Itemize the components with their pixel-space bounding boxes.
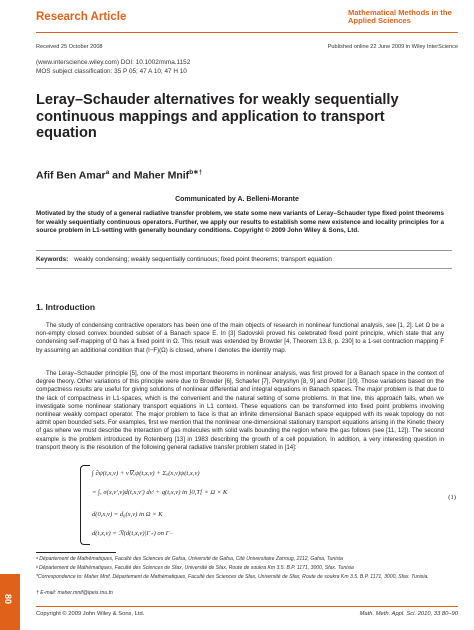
equation-line-3: d(0,x,v) = d₀(x,v) in Ω × K (92, 511, 163, 518)
footer-citation: Math. Meth. Appl. Sci. 2010, 33 80–90 (359, 611, 458, 617)
equation-line-4: d(t,x,v) = ℛ(d(t,x,v)|Γ₊) on Γ₋ (92, 530, 173, 537)
equation-line-2: = ∫ᵥ σ(x,v′,v)d(t,x,v′) dv′ + q(t,x,v) in ]0,T[ × Ω × K (92, 489, 228, 496)
article-type-label: Research Article (36, 11, 127, 23)
author-2: Maher Mnif (133, 169, 190, 182)
page-number: 80 (3, 593, 14, 605)
intro-paragraph-2: The Leray–Schauder principle [5], one of the most important theorems in nonlinear analysis, was first proved for a Banach space in the context of degree theory. Other variations of this principle were due to Browder [6], Schaefer [7], Petryshyn [8, 9] and Potter [10]. Those variations based on the compactness results are useful for giving solutions of nonlinear differential and integral equations in Banach spaces. The major problem is that due to the lack of compactness in L1-spaces, which is the convenient and the natural setting of some problems. In that line, this approach fails, when we investigate some nonlinear stationary transport equations in L1 context. These equations can be transformed into fixed point problems involving nonlinear weakly compact operator. The major problem to face is that an infinite dimensional Banach space equipped with its weak topology do not admit open bounded sets. For examples, first we mention that the nonlinear one-dimensional stationary transport equations arising in the Kinetic theory of gas where we must describe the interaction of gas molecules with solid walls bounding the region where the gas follows (see [11, 12]). The second example is the problem introduced by Rotenberg [13] in 1983 describing the growth of a cell population. In addition, a very interesting question in transport theory is the resolution of the following general radiative transfer problem stated in [14]: (36, 370, 444, 451)
footer-rule (36, 606, 458, 607)
keywords-text: weakly condensing; weakly sequentially continuous; fixed point theorems; transport equation (74, 256, 332, 263)
footnote-affiliation-a: ᵃ Département de Mathématiques, Faculté des Sciences de Gafsa, Université de Gafsa, Cité Universitaire Zarroug, 2112, Gafsa, Tunisia (36, 556, 343, 562)
equation-number: (1) (448, 494, 456, 501)
journal-name: Mathematical Methods in the Applied Sciences (348, 8, 452, 26)
header-rule (36, 32, 458, 33)
published-date: Published online 22 June 2009 in Wiley InterScience (327, 44, 458, 50)
doi-line[interactable]: (www.interscience.wiley.com) DOI: 10.1002/mma.1152 (36, 59, 191, 66)
footnote-affiliation-b: ᵇ Département de Mathématiques, Faculté des Sciences de Sfax, Université de Sfax, Route de soukra Km 3.5. B.P. 1171, 3000, Sfax. Tunisia (36, 565, 354, 571)
author-1: Afif Ben Amar (36, 169, 106, 182)
footnote-correspondence: *Correspondence to: Maher Mnif, Département de Mathématiques, Faculté des Sciences de Sfax, Université de Sfax, Route de soukra Km 3.5. B.P. 1171, 3000, Sfax. Tunisia. (36, 574, 429, 580)
footnote-email[interactable]: † E-mail: maher.mnif@ipeis.rnu.tn (36, 590, 113, 596)
author-separator: and (109, 169, 134, 182)
keywords-rule-bottom (36, 268, 452, 269)
footnote-rule (36, 552, 116, 553)
author-line (36, 168, 202, 182)
received-date: Received 25 October 2008 (36, 44, 103, 50)
author-1-affiliation: a (105, 169, 110, 176)
keywords-rule-top (36, 250, 452, 251)
abstract-text: Motivated by the study of a general radiative transfer problem, we state some new variants of Leray–Schauder type fixed point theorems for weakly sequentially continuous operators. Further, we apply our results to establish some new existence and locality principles for a source problem in L1-setting with generally boundary conditions. Copyright © 2009 John Wiley & Sons, Ltd. (36, 210, 445, 235)
page-number-tab (0, 574, 20, 630)
equation-brace (80, 465, 90, 545)
equation-block (80, 465, 410, 545)
keywords-label: Keywords: (36, 256, 69, 263)
communicated-by: Communicated by A. Belleni-Morante (175, 196, 299, 203)
footer-copyright: Copyright © 2009 John Wiley & Sons, Ltd. (36, 611, 145, 617)
article-title: Leray–Schauder alternatives for weakly sequentially continuous mappings and application to transport equation (36, 92, 399, 142)
msc-line: MOS subject classification: 35 P 05; 47 A 10; 47 H 10 (36, 68, 187, 75)
intro-paragraph-1: The study of condensing contractive operators has been one of the main objects of research in nonlinear functional analysis, see [1, 2]. Let Ω be a non-empty closed convex bounded subset of a Banach space E. In [3] Sadovskii proved his celebrated fixed point principle, which state that any condensing self-mapping of Ω has a fixed point in Ω. This result was extended by Browder [4, Theorem 13.8, p. 230] to a 1-set contraction mapping F by assuming an additional condition that (I−F)(Ω) is closed, where I denotes the identity map. (36, 322, 444, 354)
equation-line-1: ∫ ∂ψ(t,x,v) + v∇ₓψ(t,x,v) + Σₐ(x,v)ψ(t,x,v) (92, 470, 200, 477)
author-2-affiliation: b∗† (189, 169, 203, 176)
keywords-line (36, 256, 332, 263)
section-heading-introduction: 1. Introduction (36, 302, 96, 312)
